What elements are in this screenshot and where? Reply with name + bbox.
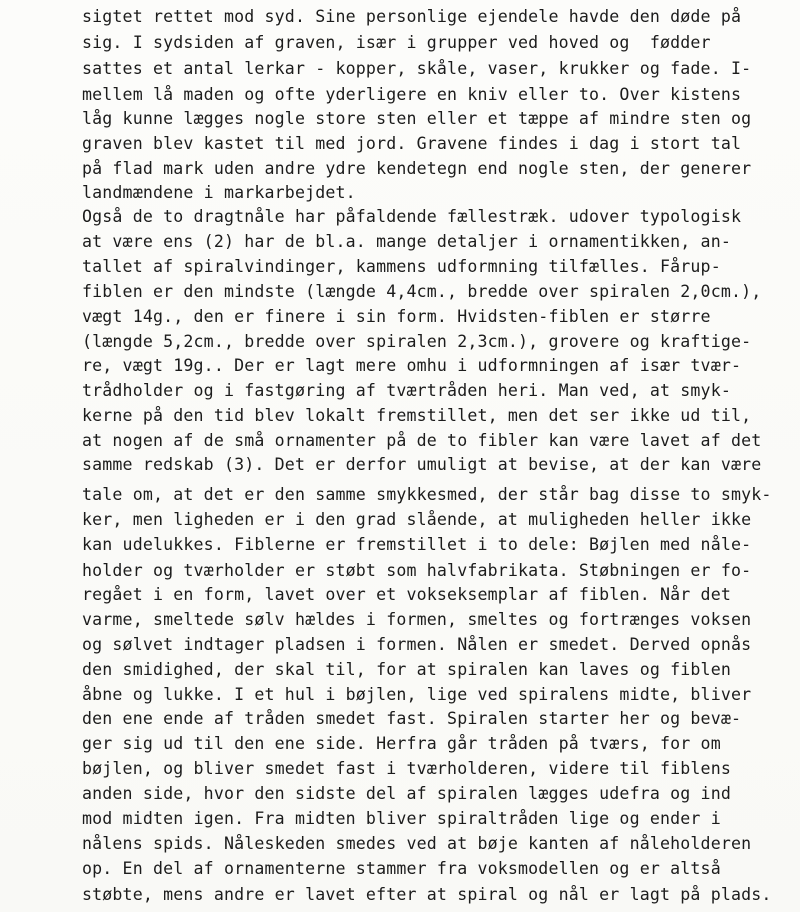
text-line: støbte, mens andre er lavet efter at spiral og nål er lagt på plads.: [82, 885, 772, 904]
text-line: varme, smeltede sølv hældes i formen, smeltes og fortrænges voksen: [82, 610, 752, 629]
text-line: tallet af spiralvindinger, kammens udformning tilfælles. Fårup-: [82, 257, 721, 276]
text-line: anden side, hvor den sidste del af spiralen lægges udefra og ind: [82, 784, 731, 803]
text-line: re, vægt 19g.. Der er lagt mere omhu i udformningen af især tvær-: [82, 356, 742, 375]
text-line: samme redskab (3). Det er derfor umuligt at bevise, at der kan være: [82, 455, 762, 474]
text-line: regået i en form, lavet over et vokseksemplar af fiblen. Når det: [82, 585, 731, 604]
text-line: ger sig ud til den ene side. Herfra går tråden på tværs, for om: [82, 734, 721, 753]
text-line: låg kunne lægges nogle store sten eller et tæppe af mindre sten og: [82, 109, 752, 128]
text-line: fiblen er den mindste (længde 4,4cm., bredde over spiralen 2,0cm.),: [82, 282, 762, 301]
text-line: holder og tværholder er støbt som halvfabrikata. Støbningen er fo-: [82, 561, 752, 580]
text-line: landmændene i markarbejdet.: [82, 183, 356, 202]
text-line: sigtet rettet mod syd. Sine personlige ejendele havde den døde på: [82, 7, 742, 26]
text-line: nålens spids. Nåleskeden smedes ved at bøje kanten af nåleholderen: [82, 834, 752, 853]
text-line: graven blev kastet til med jord. Gravene findes i dag i stort tal: [82, 134, 742, 153]
text-line: kan udelukkes. Fiblerne er fremstillet i to dele: Bøjlen med nåle-: [82, 535, 752, 554]
text-line: sig. I sydsiden af graven, især i grupper ved hoved og fødder: [82, 33, 711, 52]
text-line: kerne på den tid blev lokalt fremstillet, men det ser ikke ud til,: [82, 406, 752, 425]
text-line: vægt 14g., den er finere i sin form. Hvidsten-fiblen er større: [82, 307, 711, 326]
text-line: trådholder og i fastgøring af tværtråden heri. Man ved, at smyk-: [82, 381, 731, 400]
text-line: den smidighed, der skal til, for at spiralen kan laves og fiblen: [82, 660, 731, 679]
text-line: den ene ende af tråden smedet fast. Spiralen starter her og bevæ-: [82, 709, 742, 728]
text-line: og sølvet indtager pladsen i formen. Nålen er smedet. Derved opnås: [82, 635, 752, 654]
text-line: op. En del af ornamenterne stammer fra voksmodellen og er altså: [82, 859, 721, 878]
text-line: åbne og lukke. I et hul i bøjlen, lige ved spiralens midte, bliver: [82, 685, 752, 704]
text-line: at være ens (2) har de bl.a. mange detaljer i ornamentikken, an-: [82, 232, 731, 251]
text-line: mod midten igen. Fra midten bliver spiraltråden lige og ender i: [82, 809, 721, 828]
text-line: ker, men ligheden er i den grad slående, at muligheden heller ikke: [82, 510, 752, 529]
text-line: (længde 5,2cm., bredde over spiralen 2,3cm.), grovere og kraftige-: [82, 332, 752, 351]
text-line: sattes et antal lerkar - kopper, skåle, vaser, krukker og fade. I-: [82, 59, 752, 78]
text-line: på flad mark uden andre ydre kendetegn end nogle sten, der generer: [82, 159, 752, 178]
text-line: Også de to dragtnåle har påfaldende fællestræk. udover typologisk: [82, 207, 742, 226]
text-line: bøjlen, og bliver smedet fast i tværholderen, videre til fiblens: [82, 759, 731, 778]
text-line: tale om, at det er den samme smykkesmed, der står bag disse to smyk-: [82, 485, 772, 504]
text-line: at nogen af de små ornamenter på de to fibler kan være lavet af det: [82, 431, 762, 450]
text-line: mellem lå maden og ofte yderligere en kniv eller to. Over kistens: [82, 85, 742, 104]
